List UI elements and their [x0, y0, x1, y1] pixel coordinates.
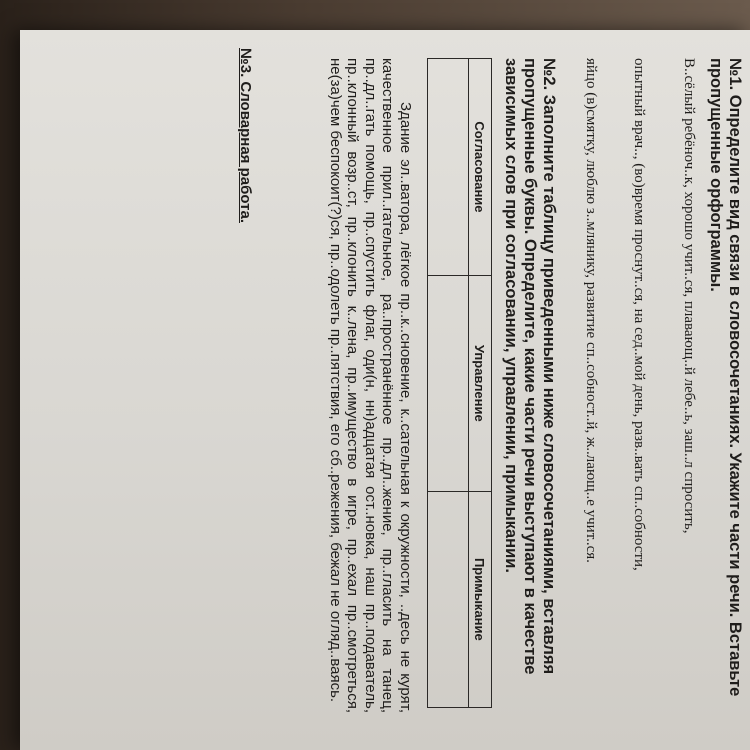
task2-phrases-paragraph: Здание эл..ватора, лёгкое пр..к..сновение, к..сательная к окружности, ..десь не курят, качественное прил..гательное, ра..пространённое пр..дл..жение, пр..гласить на танец, пр..дл..гать помощь, пр..спустить флаг, оди(н, нн)адцатая ост..новка, наш пр..подаватель, пр..клонный возр..ст, пр..клонить к..лена, пр..имущество в игре, пр..ехал пр..смотреться, не(за)чем беспокоит(?)ся, пр..одолеть пр..пятствия, его сб..режения, бежал не огляд..ваясь. — [326, 58, 414, 713]
task1-title-line1: №1. Определите вид связи в словосочетаниях. Укажите части речи. Вставьте — [726, 58, 744, 697]
header-primykanie: Примыкание — [469, 491, 492, 707]
worksheet-page — [90, 40, 750, 750]
task1-line2: опытный врач.., (во)время проснут..ся, на сед..мой день, разв..вать сп..собности, — [631, 58, 647, 571]
classification-table — [427, 58, 492, 708]
task2-title-line3: зависимых слов при согласовании, управлении, примыкании. — [502, 58, 520, 573]
task1-line1: В..сёлый ребёноч..к, хорошо учит..ся, плавающ..й лебе..ь, заш..л спросить, — [681, 58, 697, 534]
header-upravlenie: Управление — [469, 275, 492, 491]
cell-primykanie[interactable] — [428, 491, 469, 707]
task3-title: №3. Словарная работа. — [237, 48, 254, 223]
task2-title-line1: №2. Заполните таблицу приведенными ниже словосочетаниями, вставляя — [540, 58, 558, 675]
task1-title-line2: пропущенные орфограммы. — [707, 58, 725, 292]
cell-soglasovanie[interactable] — [428, 59, 469, 276]
cell-upravlenie[interactable] — [428, 275, 469, 491]
task1-line3: яйцо (в)смятку, люблю з..млянику, развитие сп..собност..й, ж..лающ..е учит..ся. — [583, 58, 599, 563]
header-soglasovanie: Согласование — [469, 59, 492, 276]
task2-title-line2: пропущенные буквы. Определите, какие части речи выступают в качестве — [521, 58, 539, 675]
